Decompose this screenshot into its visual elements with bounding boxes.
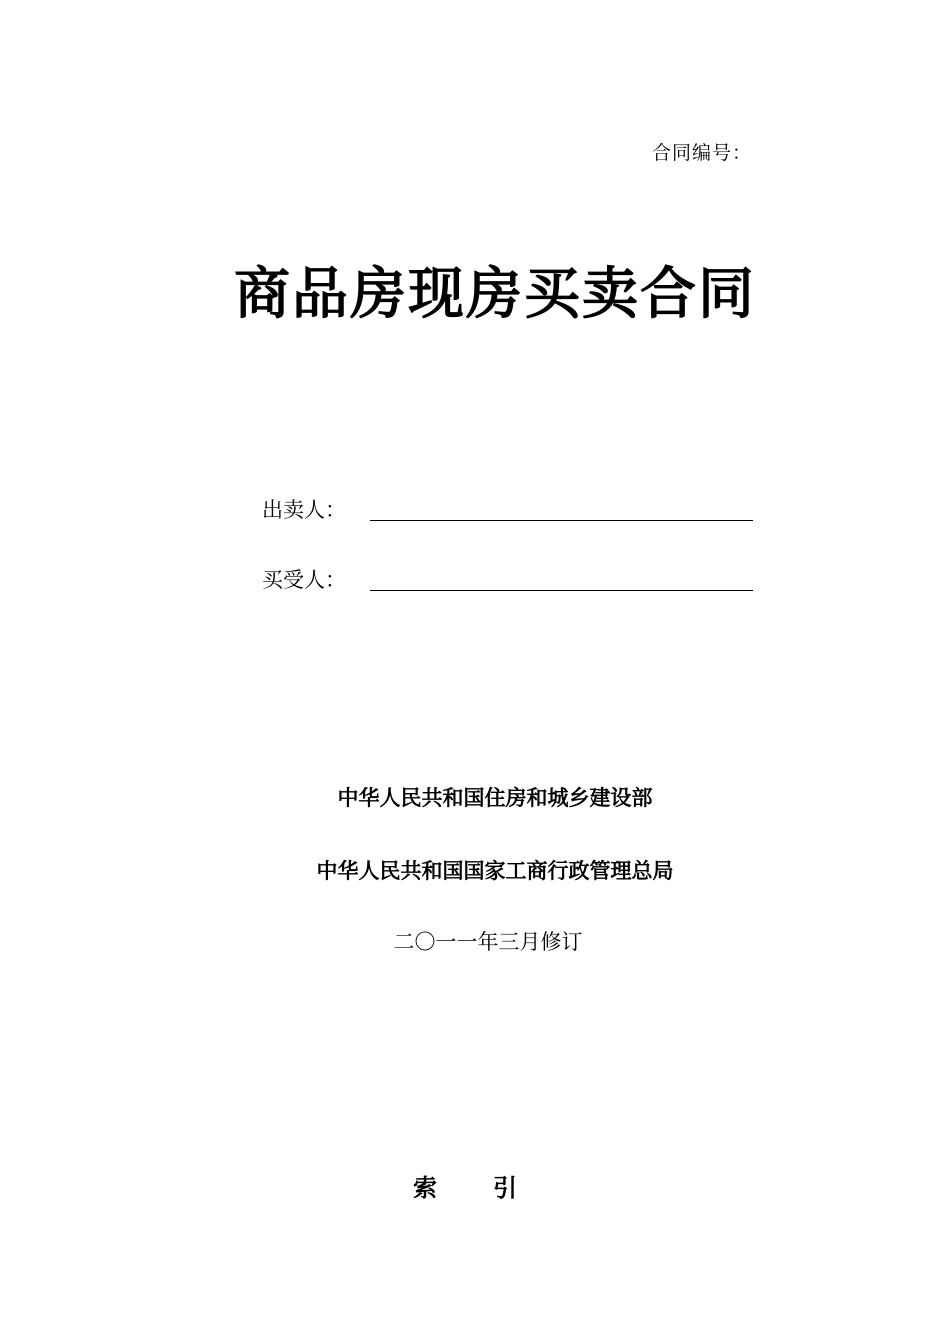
issuer-admin-industry-commerce: 中华人民共和国国家工商行政管理总局 <box>316 859 674 883</box>
seller-blank-line <box>370 520 753 521</box>
index-heading <box>0 1168 930 1203</box>
issuer-ministry-housing: 中华人民共和国住房和城乡建设部 <box>337 786 653 810</box>
index-heading-char2: 引 <box>493 1174 517 1202</box>
buyer-blank-line <box>370 590 753 591</box>
seller-label: 出卖人： <box>262 498 346 522</box>
revision-date: 二〇一一年三月修订 <box>393 930 583 954</box>
seller-row <box>262 492 757 532</box>
document-title: 商品房现房买卖合同 <box>234 262 756 327</box>
contract-number-label: 合同编号： <box>652 142 753 164</box>
buyer-label: 买受人： <box>262 568 346 592</box>
index-heading-char1: 索 <box>413 1174 437 1202</box>
buyer-row <box>262 562 757 602</box>
